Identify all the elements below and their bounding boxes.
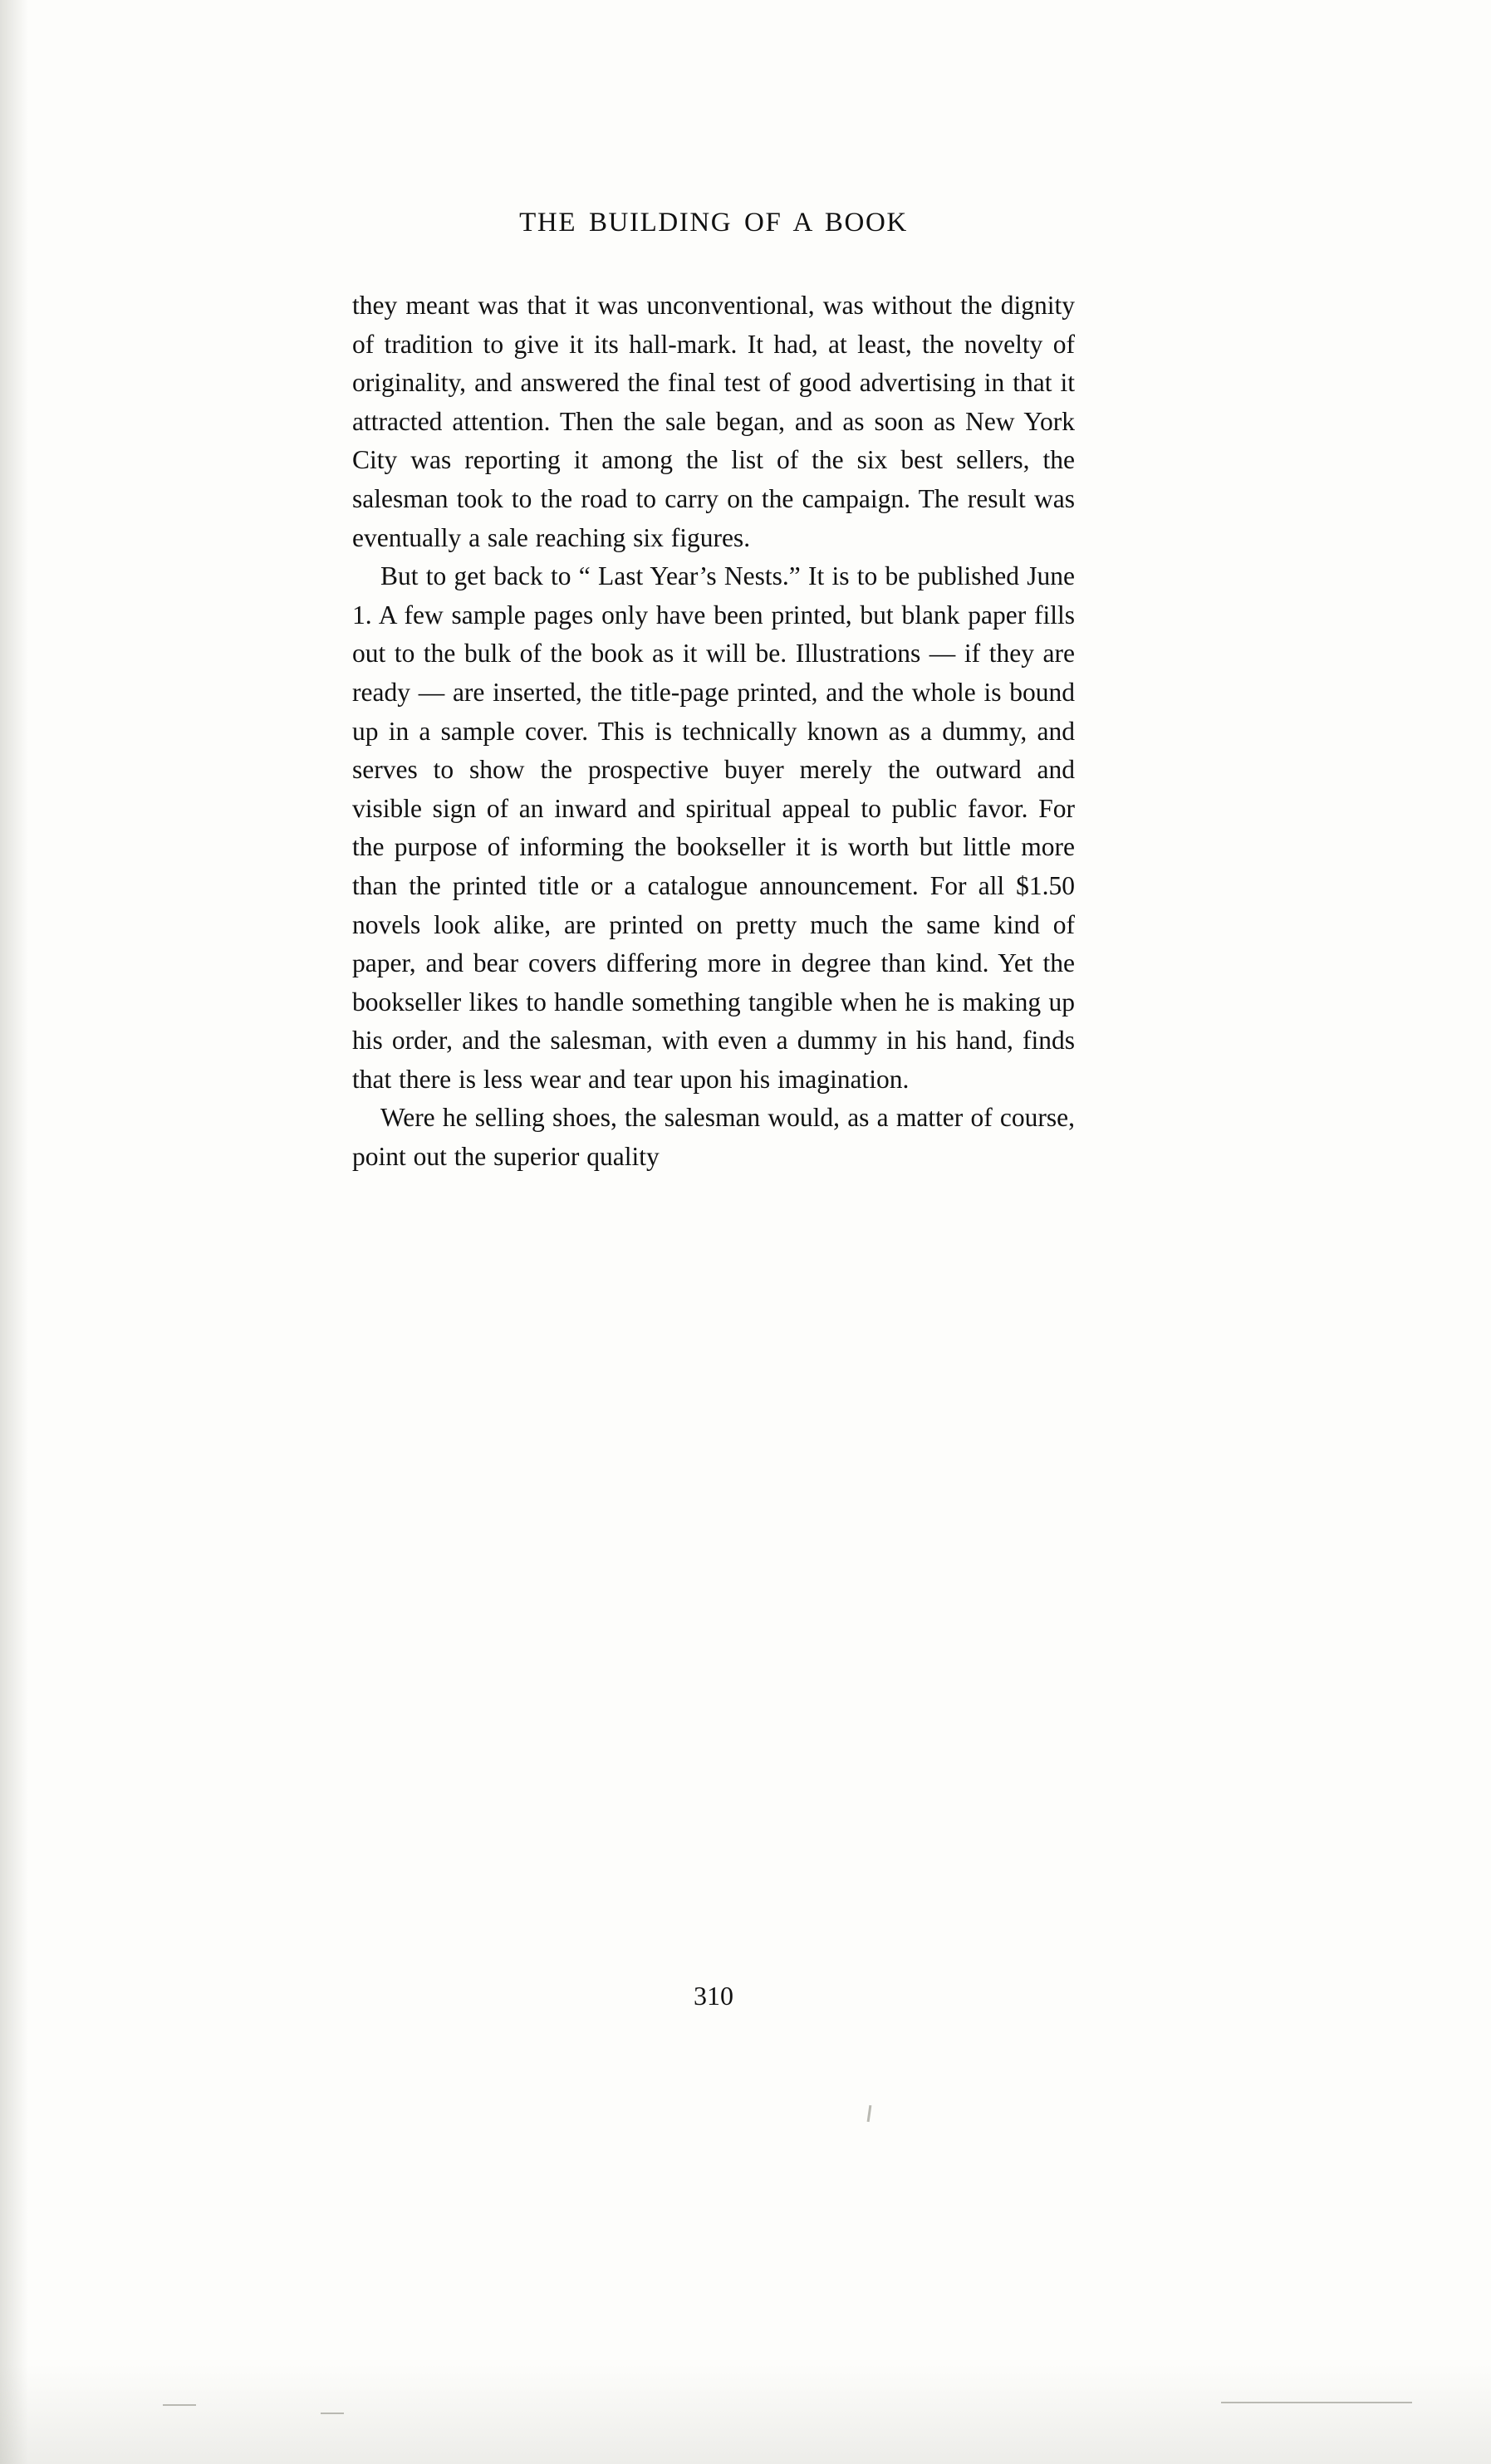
- text-column: [352, 208, 1075, 1177]
- body-paragraph-2: But to get back to “ Last Year’s Nests.” It is to be published June 1. A few sample pages only have been printed, but blank paper fills out to the bulk of the book as it will be. Illustrations — if they are ready — are inserted, the title-page printed, and the whole is bound up in a sample cover. This is technically known as a dummy, and serves to show the prospective buyer merely the outward and visible sign of an inward and spiritual appeal to public favor. For the purpose of informing the bookseller it is worth but little more than the printed title or a catalogue announcement. For all $1.50 novels look alike, are printed on pretty much the same kind of paper, and bear covers differing more in degree than kind. Yet the bookseller likes to handle something tangible when he is making up his order, and the salesman, with even a dummy in his hand, finds that there is less wear and tear upon his imagination.: [352, 561, 1075, 1094]
- body-paragraph-3: Were he selling shoes, the salesman would, as a matter of course, point out the superior quality: [352, 1103, 1075, 1172]
- scan-artifact-mark: [321, 2413, 344, 2414]
- scan-edge-shadow-left: [0, 0, 28, 2464]
- scan-edge-shadow-bottom: [0, 2364, 1491, 2464]
- page-number: 310: [694, 1981, 733, 2011]
- scan-artifact-mark: [1221, 2402, 1412, 2403]
- body-paragraph-1: they meant was that it was unconventional, was without the dignity of tradition to give it its hall-mark. It had, at least, the novelty of originality, and answered the final test of good advertising in that it attracted attention. Then the sale began, and as soon as New York City was reporting it among the list of the six best sellers, the salesman took to the road to carry on the campaign. The result was eventually a sale reaching six figures.: [352, 291, 1075, 552]
- scan-artifact-mark: [163, 2404, 196, 2406]
- running-head: THE BUILDING OF A BOOK: [519, 208, 908, 238]
- scan-artifact-mark: [867, 2105, 872, 2122]
